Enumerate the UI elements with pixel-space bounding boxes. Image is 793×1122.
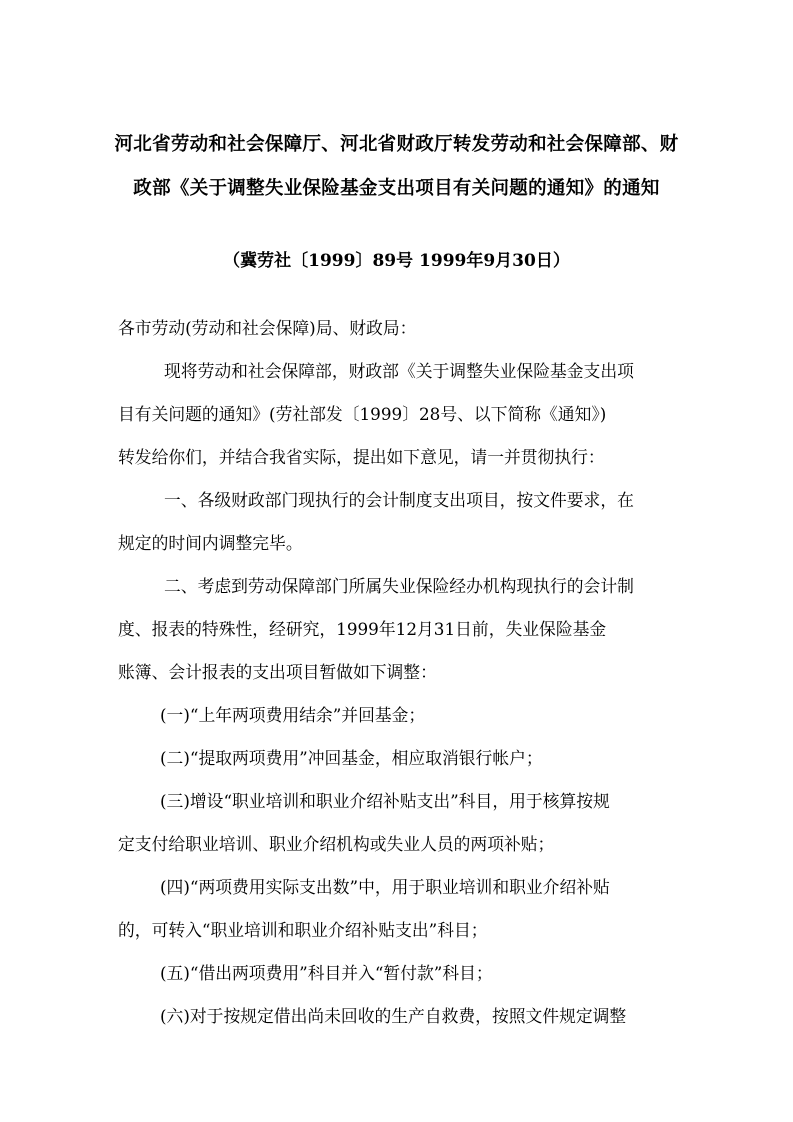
document-title-line-2: 政部《关于调整失业保险基金支出项目有关问题的通知》的通知: [133, 178, 660, 199]
intro-line-1: 现将劳动和社会保障部，财政部《关于调整失业保险基金支出项: [164, 361, 634, 381]
item-5: (五)“借出两项费用”科目并入“暂付款”科目；: [160, 963, 493, 983]
document-title-line-1: 河北省劳动和社会保障厅、河北省财政厅转发劳动和社会保障部、财: [114, 134, 679, 155]
item-4-line-2: 的，可转入“职业培训和职业介绍补贴支出”科目；: [118, 920, 488, 940]
salutation: 各市劳动(劳动和社会保障)局、财政局：: [118, 318, 417, 338]
document-number-and-date: （冀劳社〔1999〕89号 1999年9月30日）: [223, 251, 570, 271]
item-6: (六)对于按规定借出尚未回收的生产自救费，按照文件规定调整: [160, 1006, 627, 1026]
intro-line-2: 目有关问题的通知》(劳社部发〔1999〕28号、以下简称《通知》): [118, 404, 607, 424]
item-3-line-2: 定支付给职业培训、职业介绍机构或失业人员的两项补贴；: [118, 834, 555, 854]
intro-line-3: 转发给你们，并结合我省实际，提出如下意见，请一并贯彻执行：: [118, 447, 605, 467]
point-1-line-1: 一、各级财政部门现执行的会计制度支出项目，按文件要求，在: [164, 490, 634, 510]
item-4-line-1: (四)“两项费用实际支出数”中，用于职业培训和职业介绍补贴: [160, 877, 610, 897]
point-2-line-3: 账簿、会计报表的支出项目暂做如下调整：: [118, 662, 437, 682]
point-2-line-1: 二、考虑到劳动保障部门所属失业保险经办机构现执行的会计制: [164, 576, 634, 596]
point-1-line-2: 规定的时间内调整完毕。: [118, 533, 303, 553]
point-2-line-2: 度、报表的特殊性，经研究，1999年12月31日前，失业保险基金: [118, 619, 607, 639]
item-1: (一)“上年两项费用结余”并回基金；: [160, 705, 426, 725]
item-3-line-1: (三)增设“职业培训和职业介绍补贴支出”科目，用于核算按规: [160, 791, 610, 811]
item-2: (二)“提取两项费用”冲回基金，相应取消银行帐户；: [160, 748, 543, 768]
